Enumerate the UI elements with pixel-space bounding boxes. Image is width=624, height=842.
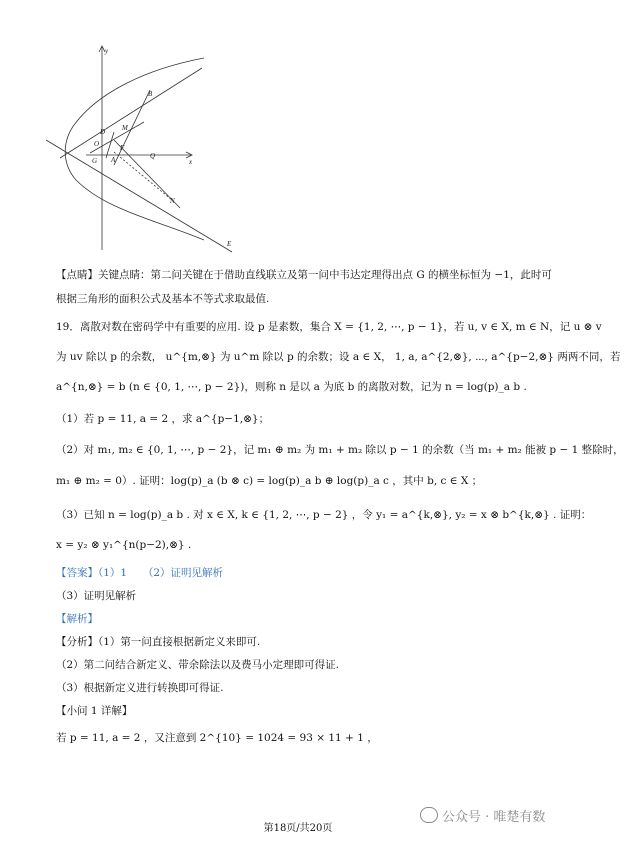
label-q: Q — [150, 152, 156, 160]
label-b: B — [148, 90, 153, 98]
answer-line: 【答案】（1）1 （2）证明见解析 — [56, 567, 224, 579]
line-3: 为 uv 除以 p 的余数， u^{m,⊗} 为 u^m 除以 p 的余数；设 a ∈ X， 1, a, a^{2,⊗}, ⋯, a^{p−2,⊗} 两两不同，若 — [56, 351, 621, 363]
line-5: （1）若 p = 11, a = 2 ，求 a^{p−1,⊗}； — [56, 413, 270, 425]
line-bg — [114, 90, 150, 165]
line-16: 【小问 1 详解】 — [56, 705, 133, 717]
line-11: （3）证明见解析 — [56, 590, 137, 602]
line-9: x = y₂ ⊗ y₁^{n(p−2),⊗} . — [56, 539, 192, 551]
line-17: 若 p = 11, a = 2 ，又注意到 2^{10} = 1024 = 93 × 11 + 1 ， — [56, 732, 378, 744]
geometry-figure — [84, 40, 232, 255]
label-y: y — [105, 47, 109, 55]
label-o: O — [94, 140, 100, 148]
line-13: 【分析】（1）第一问直接根据新定义来即可. — [56, 636, 261, 648]
label-a: A — [111, 156, 116, 164]
label-x: x — [189, 158, 193, 166]
label-f: F — [120, 144, 125, 152]
watermark-text: 公众号 · 唯楚有数 — [442, 810, 546, 825]
line-7: m₁ ⊕ m₂ = 0）. 证明：log(p)_a (b ⊗ c) = log(p)_a b ⊕ log(p)_a c ，其中 b, c ∈ X ； — [56, 475, 483, 487]
figure-svg — [84, 40, 232, 255]
label-g: G — [92, 157, 98, 165]
label-e: E — [227, 240, 232, 248]
dashed-line — [114, 152, 172, 200]
analysis-heading: 【解析】 — [56, 613, 98, 625]
line-6: （2）对 m₁, m₂ ∈ {0, 1, ⋯, p − 2}，记 m₁ ⊕ m₂ 为 m₁ + m₂ 除以 p − 1 的余数（当 m₁ + m₂ 能被 p − 1 整除时， — [56, 444, 624, 456]
line-oa — [106, 132, 114, 158]
label-n: N — [170, 197, 175, 205]
page-footer: 第18页/共20页 — [263, 823, 333, 834]
line-14: （2）第二问结合新定义、带余除法以及费马小定理即可得证. — [56, 659, 340, 671]
line-1: 根据三角形的面积公式及基本不等式求取最值. — [56, 293, 270, 305]
line-ne — [46, 140, 232, 252]
line-15: （3）根据新定义进行转换即可得证. — [56, 682, 224, 694]
line-8: （3）已知 n = log(p)_a b . 对 x ∈ X, k ∈ {1, 2, ⋯, p − 2} ，令 y₁ = a^{k,⊗}, y₂ = x ⊗ b^{k,⊗} . 证明： — [56, 509, 592, 521]
line-2: 19．离散对数在密码学中有重要的应用. 设 p 是素数，集合 X = {1, 2, ⋯, p − 1}，若 u, v ∈ X, m ∈ N，记 u ⊗ v — [56, 321, 602, 333]
line-0: 【点睛】关键点睛：第二问关键在于借助直线联立及第一问中韦达定理得出点 G 的横坐标恒为 −1，此时可 — [56, 269, 552, 281]
parabola-curve — [65, 58, 204, 240]
label-d: D — [100, 128, 106, 136]
line-ga — [90, 122, 144, 153]
label-m-top: M — [122, 124, 128, 132]
line-4: a^{n,⊗} = b (n ∈ {0, 1, ⋯, p − 2})，则称 n 是以 a 为底 b 的离散对数，记为 n = log(p)_a b . — [56, 381, 527, 393]
line-outer-upper — [60, 68, 202, 158]
